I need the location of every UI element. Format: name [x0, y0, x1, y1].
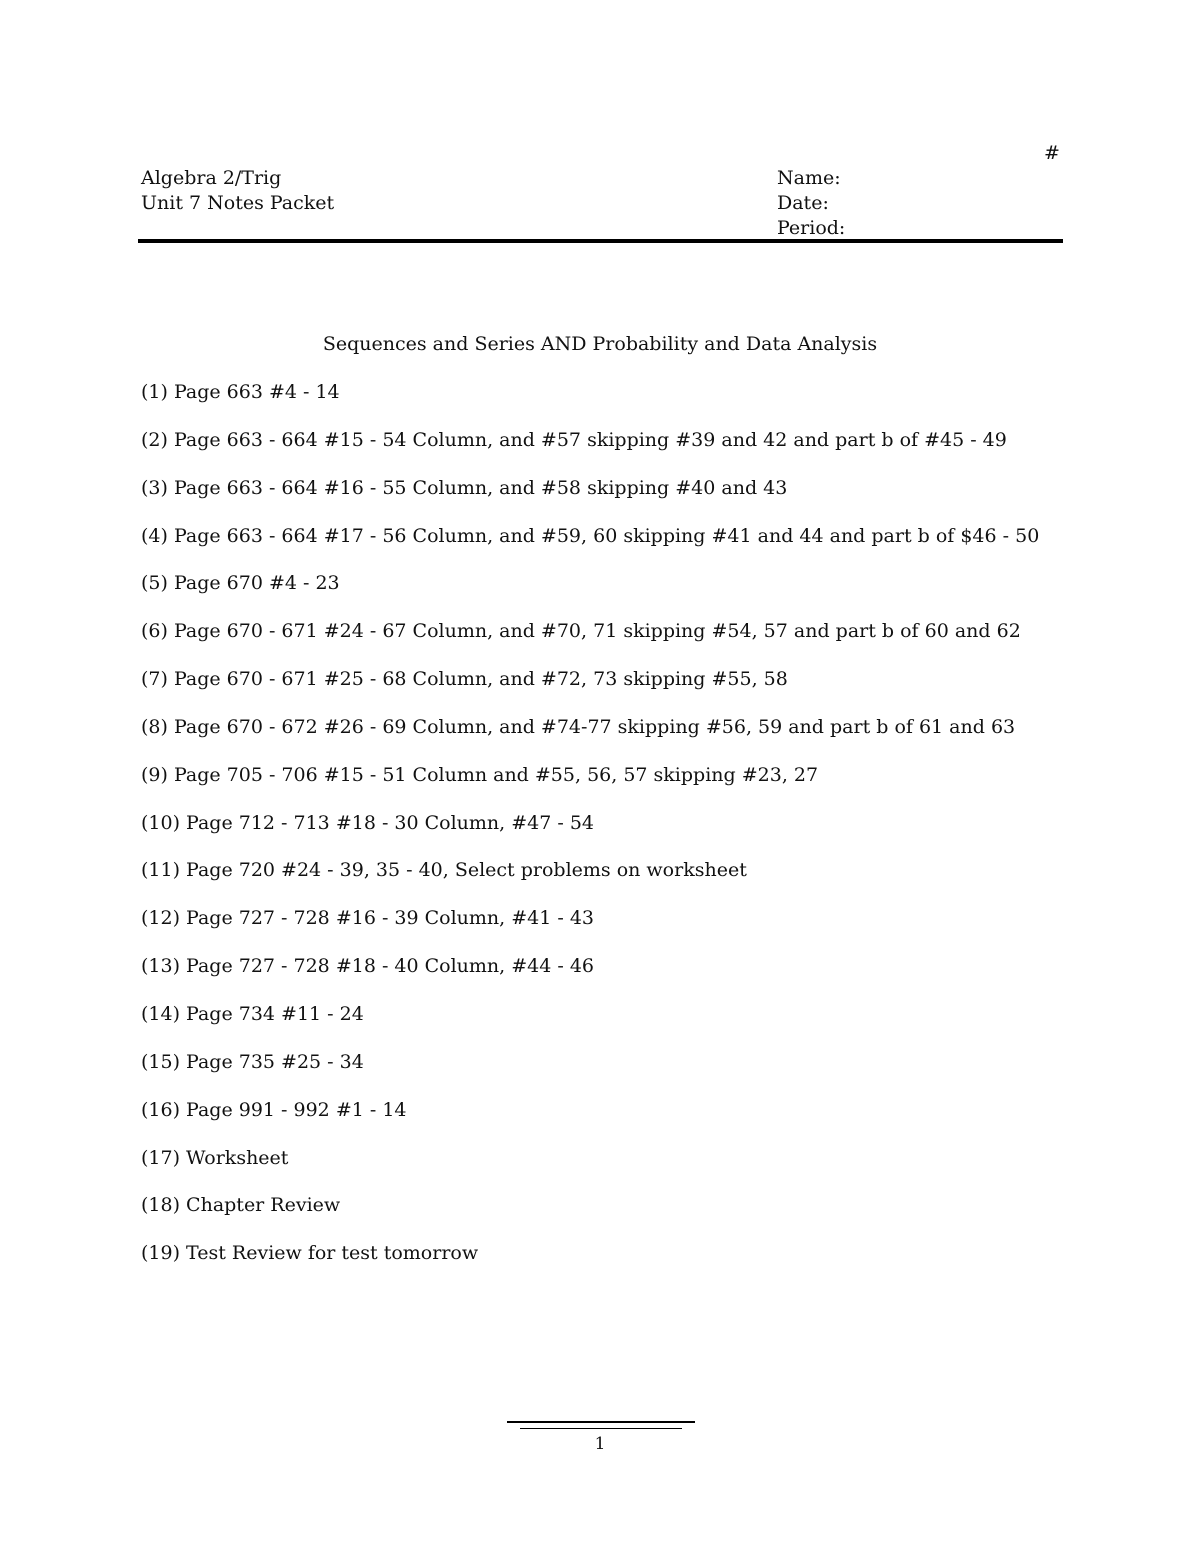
- assignment-item: (7) Page 670 - 671 #25 - 68 Column, and #72, 73 skipping #55, 58: [141, 668, 788, 691]
- assignment-item: (19) Test Review for test tomorrow: [141, 1242, 479, 1265]
- student-info: [777, 166, 845, 241]
- period-label: Period:: [777, 217, 846, 239]
- assignment-item: (10) Page 712 - 713 #18 - 30 Column, #47 - 54: [141, 811, 595, 834]
- assignment-item: (15) Page 735 #25 - 34: [141, 1050, 364, 1073]
- assignment-item: (6) Page 670 - 671 #24 - 67 Column, and #70, 71 skipping #54, 57 and part b of 60 and 62: [141, 620, 1021, 643]
- assignment-item: (11) Page 720 #24 - 39, 35 - 40, Select problems on worksheet: [141, 859, 747, 882]
- page-number: 1: [594, 1434, 606, 1454]
- date-label: Date:: [777, 192, 829, 214]
- assignment-item: (3) Page 663 - 664 #16 - 55 Column, and #58 skipping #40 and 43: [141, 476, 788, 499]
- assignment-item: (2) Page 663 - 664 #15 - 54 Column, and #57 skipping #39 and 42 and part b of #45 - 49: [141, 428, 1007, 451]
- name-label: Name:: [777, 167, 841, 189]
- assignment-list: [141, 380, 1039, 1289]
- assignment-item: (13) Page 727 - 728 #18 - 40 Column, #44 - 46: [141, 955, 595, 978]
- footer-divider-bottom: [520, 1428, 682, 1429]
- assignment-item: (14) Page 734 #11 - 24: [141, 1002, 364, 1025]
- assignment-item: (12) Page 727 - 728 #16 - 39 Column, #41 - 43: [141, 907, 595, 930]
- course-info: [141, 166, 334, 216]
- assignment-item: (16) Page 991 - 992 #1 - 14: [141, 1098, 407, 1121]
- page-marker: #: [1044, 142, 1060, 164]
- packet-title: Unit 7 Notes Packet: [141, 192, 335, 214]
- assignment-item: (1) Page 663 #4 - 14: [141, 381, 340, 403]
- assignment-item: (5) Page 670 #4 - 23: [141, 572, 340, 595]
- assignment-item: (4) Page 663 - 664 #17 - 56 Column, and #59, 60 skipping #41 and 44 and part b of $46 - 50: [141, 524, 1040, 547]
- assignment-item: (9) Page 705 - 706 #15 - 51 Column and #55, 56, 57 skipping #23, 27: [141, 763, 819, 786]
- assignment-item: (17) Worksheet: [141, 1146, 289, 1169]
- assignment-item: (18) Chapter Review: [141, 1194, 341, 1217]
- document-title: Sequences and Series AND Probability and Data Analysis: [322, 333, 878, 355]
- header-divider: [138, 239, 1063, 243]
- assignment-item: (8) Page 670 - 672 #26 - 69 Column, and #74-77 skipping #56, 59 and part b of 61 and 63: [141, 715, 1016, 738]
- footer-divider-top: [507, 1421, 695, 1423]
- course-title: Algebra 2/Trig: [141, 167, 282, 189]
